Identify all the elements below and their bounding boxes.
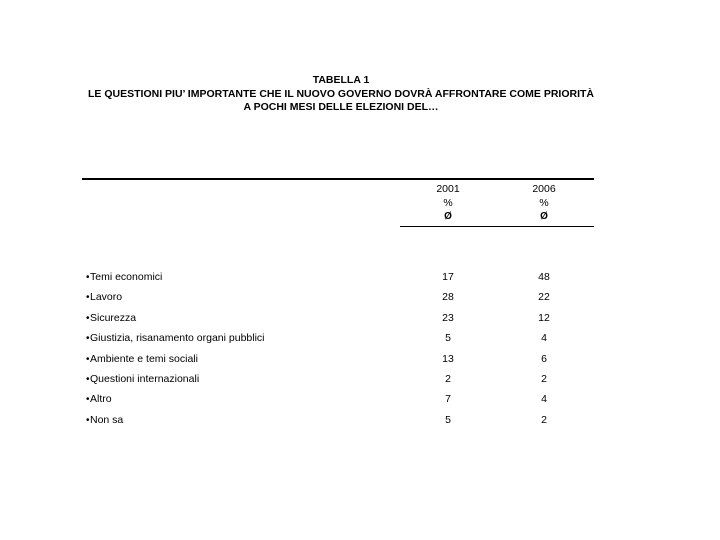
column-year: 2001 [436, 183, 460, 195]
value-2001: 7 [445, 393, 451, 406]
table-row [86, 290, 596, 310]
table-row [86, 270, 596, 290]
bullet-icon: • [86, 292, 90, 304]
row-label-text: Questioni internazionali [90, 372, 200, 385]
column-header-2001 [418, 182, 478, 224]
table-top-rule [82, 178, 594, 180]
value-2006: 12 [538, 311, 550, 324]
column-year: 2006 [532, 183, 556, 195]
bullet-icon: • [86, 373, 90, 385]
table-row [86, 331, 596, 351]
header-rule [400, 226, 594, 227]
value-2006: 6 [541, 352, 547, 365]
value-2001: 23 [442, 311, 454, 324]
row-label [86, 372, 199, 387]
column-unit: % [539, 197, 549, 209]
value-2001: 5 [445, 413, 451, 426]
value-2001: 28 [442, 291, 454, 304]
table-title-block [0, 74, 682, 115]
column-header-2006 [514, 182, 574, 224]
row-label [86, 331, 265, 346]
bullet-icon: • [86, 353, 90, 365]
row-label-text: Non sa [90, 413, 124, 426]
value-2006: 22 [538, 291, 550, 304]
value-2006: 2 [541, 372, 547, 385]
table-row [86, 352, 596, 372]
value-2006: 4 [541, 332, 547, 345]
row-label [86, 352, 198, 367]
column-symbol: Ø [444, 211, 452, 222]
row-label [86, 413, 123, 428]
table-row [86, 372, 596, 392]
row-label [86, 311, 136, 326]
value-2006: 4 [541, 393, 547, 406]
row-label-text: Temi economici [90, 271, 163, 283]
row-label-text: Ambiente e temi sociali [90, 352, 198, 365]
bullet-icon: • [86, 394, 90, 406]
table-row [86, 311, 596, 331]
table-body [86, 270, 596, 433]
value-2006: 48 [538, 271, 550, 283]
table-subtitle-line-1: LE QUESTIONI PIU’ IMPORTANTE CHE IL NUOVO GOVERNO DOVRÀ AFFRONTARE COME PRIORITÀ [88, 87, 594, 100]
row-label-text: Lavoro [90, 291, 123, 304]
value-2001: 17 [442, 271, 454, 283]
table-title: TABELLA 1 [312, 74, 370, 86]
row-label-text: Sicurezza [90, 311, 137, 324]
bullet-icon: • [86, 272, 90, 283]
value-2001: 2 [445, 372, 451, 385]
row-label [86, 290, 122, 305]
value-2001: 5 [445, 332, 451, 345]
table-row [86, 413, 596, 433]
value-2006: 2 [541, 413, 547, 426]
bullet-icon: • [86, 333, 90, 345]
row-label-text: Altro [90, 393, 112, 406]
table-row [86, 392, 596, 412]
row-label [86, 392, 112, 407]
column-symbol: Ø [540, 211, 548, 222]
row-label-text: Giustizia, risanamento organi pubblici [90, 332, 265, 345]
bullet-icon: • [86, 312, 90, 324]
column-unit: % [443, 197, 453, 209]
table-subtitle-line-2: A POCHI MESI DELLE ELEZIONI DEL… [243, 101, 439, 113]
value-2001: 13 [442, 352, 454, 365]
row-label [86, 270, 162, 285]
bullet-icon: • [86, 414, 90, 426]
